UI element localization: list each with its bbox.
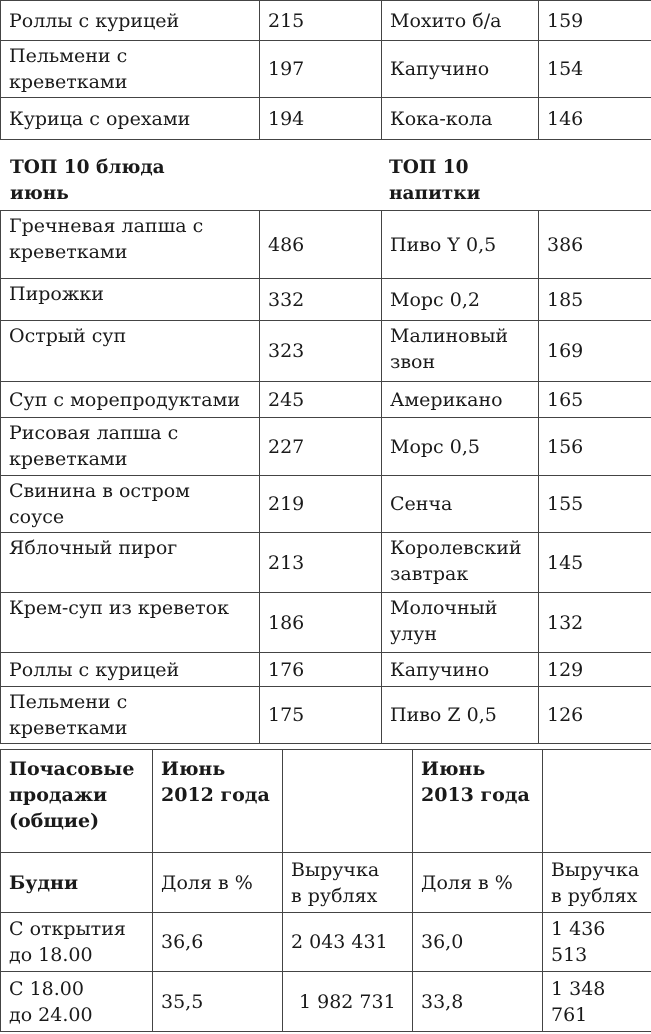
may-top-table — [0, 0, 651, 140]
drink-count: 126 — [539, 687, 651, 744]
table-row — [1, 853, 651, 913]
empty-cell — [283, 750, 413, 853]
drink-count: 155 — [539, 476, 651, 533]
drink-count: 165 — [539, 382, 651, 418]
share-header: Доля в % — [413, 853, 543, 913]
table-row — [1, 1, 651, 41]
june-top10-table — [0, 210, 651, 744]
share-header: Доля в % — [153, 853, 283, 913]
drink-name: Морс 0,2 — [382, 279, 539, 321]
table-row — [1, 533, 651, 593]
dish-count: 245 — [260, 382, 382, 418]
dish-name: Пельмени с креветками — [1, 687, 260, 744]
heading-line: ТОП 10 блюда — [10, 157, 165, 178]
dish-name: Свинина в остром соусе — [1, 476, 260, 533]
drink-name: Морс 0,5 — [382, 418, 539, 476]
share-2013: 33,8 — [413, 972, 543, 1032]
table-row — [1, 687, 651, 744]
june-2013-header: Июнь 2013 года — [413, 750, 543, 853]
table-row — [1, 98, 651, 140]
dish-count: 186 — [260, 593, 382, 653]
table-row — [1, 476, 651, 533]
share-2012: 35,5 — [153, 972, 283, 1032]
table-row — [1, 653, 651, 687]
revenue-header: Выручка в рублях — [283, 853, 413, 913]
june-dishes-heading — [10, 155, 165, 207]
table-row — [1, 41, 651, 98]
drink-name: Мохито б/а — [382, 1, 539, 41]
dish-name: Пирожки — [1, 279, 260, 321]
drink-name: Королевский завтрак — [382, 533, 539, 593]
dish-name: Яблочный пирог — [1, 533, 260, 593]
dish-name: Суп с морепродуктами — [1, 382, 260, 418]
dish-count: 175 — [260, 687, 382, 744]
drink-count: 132 — [539, 593, 651, 653]
revenue-2012: 1 982 731 — [283, 972, 413, 1032]
revenue-2013: 1 348 761 — [543, 972, 651, 1032]
dish-count: 486 — [260, 211, 382, 279]
dish-name: Пельмени с креветками — [1, 41, 260, 98]
june-drinks-heading — [389, 155, 480, 207]
empty-cell — [543, 750, 651, 853]
dish-count: 213 — [260, 533, 382, 593]
dish-count: 323 — [260, 321, 382, 382]
drink-name: Капучино — [382, 41, 539, 98]
dish-name: Крем-суп из креветок — [1, 593, 260, 653]
revenue-2013: 1 436 513 — [543, 913, 651, 972]
revenue-2012: 2 043 431 — [283, 913, 413, 972]
dish-name: Гречневая лапша с креветками — [1, 211, 260, 279]
dish-count: 332 — [260, 279, 382, 321]
dish-name: Рисовая лапша с креветками — [1, 418, 260, 476]
weekdays-label: Будни — [1, 853, 153, 913]
june-2012-header: Июнь 2012 года — [153, 750, 283, 853]
dish-count: 194 — [260, 98, 382, 140]
dish-count: 215 — [260, 1, 382, 41]
table-row — [1, 913, 651, 972]
dish-count: 197 — [260, 41, 382, 98]
share-2013: 36,0 — [413, 913, 543, 972]
table-row — [1, 382, 651, 418]
time-range: С 18.00 до 24.00 — [1, 972, 153, 1032]
drink-name: Молочный улун — [382, 593, 539, 653]
drink-count: 146 — [539, 98, 651, 140]
dish-name: Роллы с курицей — [1, 1, 260, 41]
table-row — [1, 211, 651, 279]
drink-name: Кока-кола — [382, 98, 539, 140]
drink-name: Пиво Z 0,5 — [382, 687, 539, 744]
drink-count: 129 — [539, 653, 651, 687]
dish-name: Острый суп — [1, 321, 260, 382]
heading-line: ТОП 10 — [389, 157, 469, 178]
table-row — [1, 972, 651, 1032]
drink-count: 154 — [539, 41, 651, 98]
hourly-sales-table — [0, 749, 651, 1032]
drink-name: Малиновый звон — [382, 321, 539, 382]
dish-name: Роллы с курицей — [1, 653, 260, 687]
drink-count: 386 — [539, 211, 651, 279]
table-row — [1, 418, 651, 476]
dish-name: Курица с орехами — [1, 98, 260, 140]
drink-count: 185 — [539, 279, 651, 321]
dish-count: 227 — [260, 418, 382, 476]
heading-line: напитки — [389, 183, 481, 204]
revenue-header: Выручка в рублях — [543, 853, 651, 913]
hourly-sales-title: Почасовые продажи (общие) — [1, 750, 153, 853]
table-row — [1, 321, 651, 382]
table-row — [1, 593, 651, 653]
time-range: С открытия до 18.00 — [1, 913, 153, 972]
drink-count: 145 — [539, 533, 651, 593]
table-row — [1, 750, 651, 853]
drink-count: 169 — [539, 321, 651, 382]
drink-name: Капучино — [382, 653, 539, 687]
drink-name: Пиво Y 0,5 — [382, 211, 539, 279]
dish-count: 176 — [260, 653, 382, 687]
drink-count: 159 — [539, 1, 651, 41]
share-2012: 36,6 — [153, 913, 283, 972]
dish-count: 219 — [260, 476, 382, 533]
drink-count: 156 — [539, 418, 651, 476]
table-row — [1, 279, 651, 321]
heading-line: июнь — [10, 183, 69, 204]
drink-name: Сенча — [382, 476, 539, 533]
drink-name: Американо — [382, 382, 539, 418]
